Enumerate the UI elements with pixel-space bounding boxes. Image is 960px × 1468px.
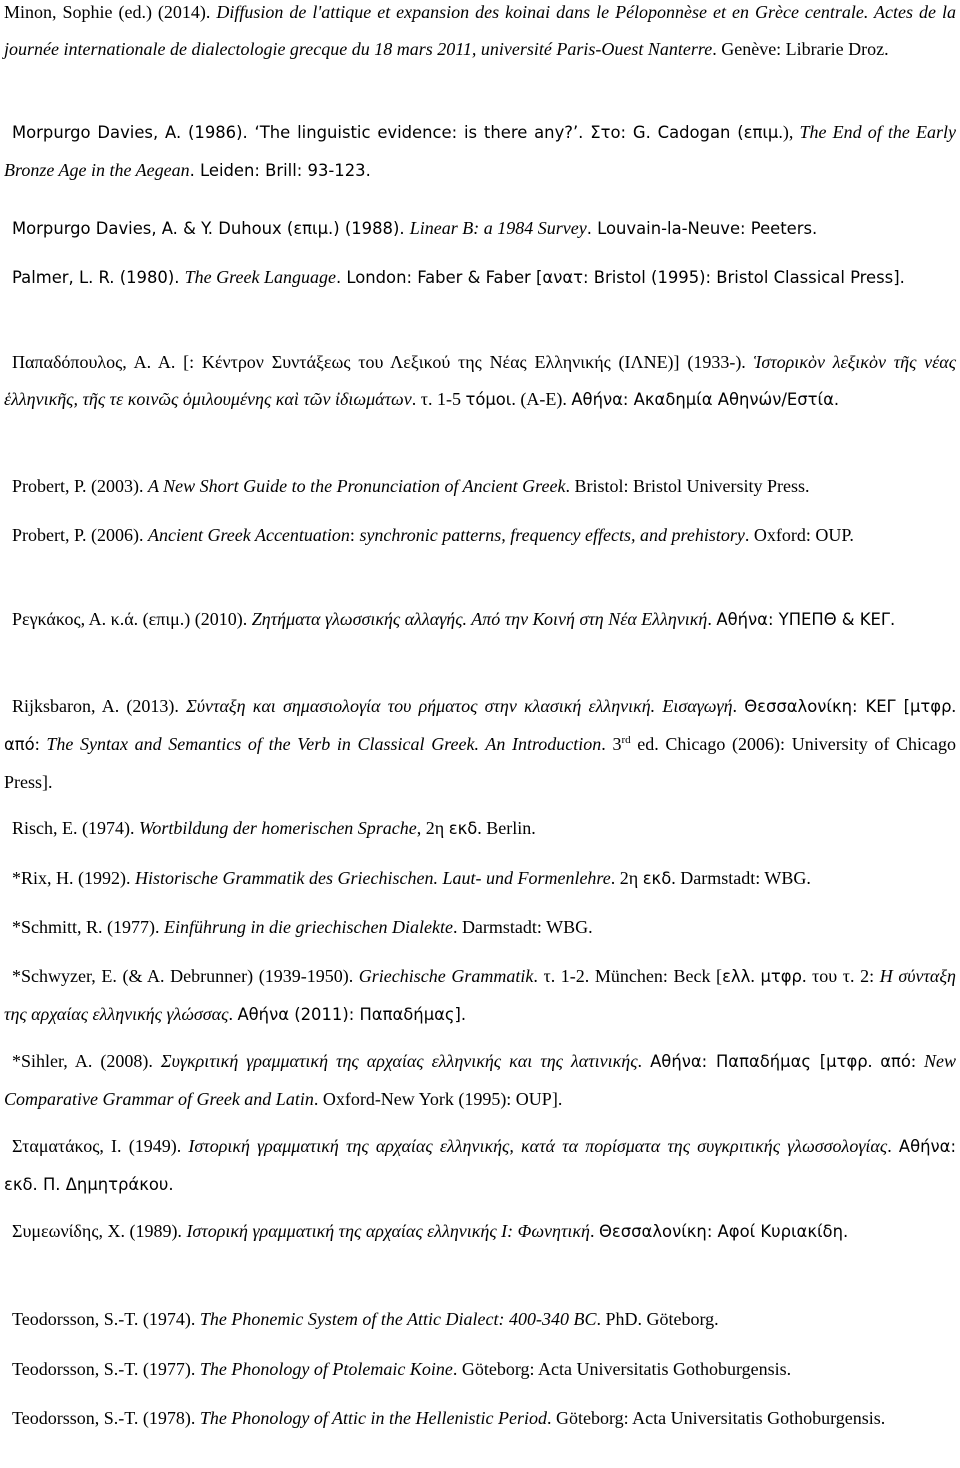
entry-text: . Louvain-la-Neuve: Peeters. bbox=[586, 219, 818, 238]
entry-text: Στο bbox=[590, 123, 621, 142]
entry-text: . 3 bbox=[601, 733, 622, 754]
entry-text: . Oxford: OUP. bbox=[744, 525, 854, 545]
entry-text: . bbox=[590, 1221, 599, 1241]
entry-title-italic: The Greek Language bbox=[184, 267, 336, 287]
entry-text: Morpurgo Davies, A. & Y. Duhoux (επιμ.) (1988). bbox=[12, 219, 410, 238]
entry-text: . London: Faber & Faber [ανατ: Bristol (1995): Bristol Classical Press]. bbox=[335, 268, 905, 287]
entry-text: . bbox=[867, 1051, 881, 1071]
entry-text: Σταματάκος, Ι. (1949). bbox=[12, 1136, 189, 1156]
entry-text: Teodorsson, S.-T. (1978). bbox=[12, 1408, 200, 1428]
bibliography-entry bbox=[4, 958, 956, 1034]
entry-text: . PhD. Göteborg. bbox=[596, 1309, 719, 1329]
bibliography-entry bbox=[4, 114, 956, 190]
entry-text: από bbox=[4, 734, 35, 754]
entry-text: . bbox=[732, 696, 745, 716]
bibliography-entry bbox=[4, 1400, 956, 1437]
entry-text: Θεσσαλονίκη: Αφοί Κυριακίδη. bbox=[599, 1222, 849, 1241]
entry-text: .), bbox=[778, 122, 800, 142]
entry-text: Αθήνα (2011): Παπαδήμας]. bbox=[237, 1004, 467, 1024]
entry-text: . bbox=[951, 696, 956, 716]
entry-title-italic: Συγκριτική γραμματική της αρχαίας ελληνικής και της λατινικής bbox=[160, 1051, 638, 1071]
entry-text: *Sihler, A. (2008). bbox=[12, 1051, 161, 1071]
entry-title-italic: Einführung in die griechischen Dialekte bbox=[164, 917, 453, 937]
entry-text: Rijksbaron, A. (2013). bbox=[12, 696, 187, 716]
entry-text: εκδ bbox=[448, 819, 478, 838]
entry-title-italic: Linear B: a 1984 Survey bbox=[409, 218, 587, 238]
entry-text: ελλ bbox=[722, 967, 751, 986]
entry-text: . Genève: Librarie Droz. bbox=[712, 38, 889, 59]
bibliography-entry bbox=[4, 909, 956, 946]
entry-text: Minon, Sophie (ed.) (2014). bbox=[4, 2, 217, 22]
entry-text: Αθήνα: Παπαδήμας [ bbox=[650, 1052, 827, 1071]
bibliography-entry bbox=[4, 688, 956, 800]
entry-text: Ρεγκάκος, Α. κ.ά. (επιμ.) (2010). bbox=[12, 609, 252, 629]
entry-text: . bbox=[750, 966, 761, 986]
entry-text: . bbox=[887, 1136, 899, 1156]
entry-text: . Berlin. bbox=[477, 818, 536, 838]
entry-text: ed. Chicago (2006): University of Chicago Press]. bbox=[4, 733, 956, 792]
bibliography-entry bbox=[4, 1043, 956, 1118]
entry-text: μτφρ bbox=[909, 697, 952, 716]
entry-text: . Leiden: Brill: 93-123. bbox=[189, 160, 371, 180]
entry-text: μτφρ bbox=[760, 967, 802, 986]
entry-text: : G. Cadogan ( bbox=[620, 123, 744, 142]
entry-text: Risch, E. (1974). bbox=[12, 818, 139, 838]
entry-text: . Darmstadt: WBG. bbox=[671, 868, 811, 888]
entry-title-italic: Ιστορική γραμματική της αρχαίας ελληνικής, κατά τα πορίσματα της συγκριτικής γλωσσολογίας bbox=[188, 1136, 888, 1156]
entry-text: Θεσσαλονίκη: ΚΕΓ [ bbox=[744, 697, 910, 716]
bibliography-entry bbox=[4, 468, 956, 505]
bibliography-entry bbox=[4, 517, 956, 554]
entry-text: *Schwyzer, E. (& A. Debrunner) (1939-1950). bbox=[12, 966, 359, 986]
bibliography-entry bbox=[4, 601, 956, 639]
entry-title-italic: The Phonemic System of the Attic Dialect: 400-340 BC bbox=[199, 1309, 597, 1329]
entry-title-italic: Diffusion de l'attique et expansion des koinai dans le Péloponnèse et en Grèce centrale. Actes de la journée internationale de dialectologie grecque du 18 mars 2011, université Paris-Ouest Nanterre bbox=[4, 2, 956, 59]
entry-text: . Bristol: Bristol University Press. bbox=[565, 476, 810, 496]
entry-text: , 2η bbox=[416, 818, 449, 838]
entry-title-italic: Griechische Grammatik bbox=[358, 966, 534, 986]
entry-title-italic: Ιστορική γραμματική της αρχαίας ελληνικής Ι: Φωνητική bbox=[186, 1221, 590, 1241]
bibliography-entry bbox=[4, 0, 956, 68]
entry-text: επιμ bbox=[743, 123, 779, 142]
bibliography-entry bbox=[4, 1128, 956, 1204]
entry-text: Teodorsson, S.-T. (1974). bbox=[12, 1309, 200, 1329]
bibliography-entry bbox=[4, 1301, 956, 1338]
entry-title-italic: Historische Grammatik des Griechischen. Laut- und Formenlehre bbox=[135, 868, 611, 888]
entry-text: Morpurgo Davies, A. (1986). ‘The linguistic evidence: is there any?’. bbox=[12, 123, 591, 142]
entry-title-italic: Σύνταξη και σημασιολογία του ρήματος στην κλασική ελληνική. Εισαγωγή bbox=[186, 696, 733, 716]
entry-text: . Darmstadt: WBG. bbox=[452, 917, 593, 937]
entry-text: Αθήνα: εκδ. Π. Δημητράκου. bbox=[4, 1137, 956, 1194]
bibliography-entry bbox=[4, 810, 956, 848]
entry-title-italic: Wortbildung der homerischen Sprache bbox=[138, 818, 417, 838]
entry-text: . Göteborg: Acta Universitatis Gothoburgensis. bbox=[452, 1359, 792, 1379]
entry-title-italic: Ἱστορικὸν λεξικὸν τῆς νέας ἑλληνικῆς, τῆς τε κοινῶς ὁμιλουμένης καὶ τῶν ἰδιωμάτων bbox=[4, 352, 956, 409]
entry-title-italic: The Phonology of Ptolemaic Koine bbox=[199, 1359, 453, 1379]
bibliography-entry bbox=[4, 344, 956, 419]
entry-text: Αθήνα: ΥΠΕΠΘ & ΚΕΓ. bbox=[716, 610, 896, 629]
entry-text: Palmer, L. R. (1980). bbox=[12, 268, 185, 287]
entry-text: Teodorsson, S.-T. (1977). bbox=[12, 1359, 200, 1379]
entry-text: από bbox=[880, 1052, 911, 1071]
entry-text: εκδ bbox=[642, 869, 672, 888]
entry-title-italic: The Syntax and Semantics of the Verb in Classical Greek. An Introduction bbox=[46, 733, 602, 754]
bibliography-entry bbox=[4, 259, 956, 297]
bibliography-entry bbox=[4, 210, 956, 248]
bibliography-entry bbox=[4, 1213, 956, 1251]
entry-text: . (Α-Ε). bbox=[511, 388, 572, 409]
entry-text: . bbox=[707, 609, 717, 629]
entry-text: μτφρ bbox=[826, 1052, 868, 1071]
entry-title-italic: synchronic patterns, frequency effects, and prehistory bbox=[359, 525, 745, 545]
entry-title-italic: Ζητήματα γλωσσικής αλλαγής. Από την Κοινή στη Νέα Ελληνική bbox=[251, 609, 708, 629]
entry-title-italic: The End of the Early Bronze Age in the Aegean bbox=[4, 122, 956, 180]
entry-text: . Oxford-New York (1995): OUP]. bbox=[313, 1088, 563, 1109]
superscript: rd bbox=[621, 733, 631, 746]
entry-text: Παπαδόπουλος, Α. Α. [: Κέντρον Συντάξεως του Λεξικού της Νέας Ελληνικής (ΙΛΝΕ)] (1933-). bbox=[12, 352, 754, 372]
entry-text: : bbox=[910, 1051, 924, 1071]
entry-title-italic: New Comparative Grammar of Greek and Latin bbox=[4, 1051, 956, 1109]
entry-text: : bbox=[34, 733, 47, 754]
entry-title-italic: Ancient Greek Accentuation bbox=[148, 525, 350, 545]
entry-text: . Göteborg: Acta Universitatis Gothoburgensis. bbox=[547, 1408, 886, 1428]
entry-text: Probert, P. (2006). bbox=[12, 525, 148, 545]
entry-title-italic: A New Short Guide to the Pronunciation of Ancient Greek bbox=[148, 476, 566, 496]
entry-text: *Rix, H. (1992). bbox=[12, 868, 135, 888]
entry-text: . τ. 1-5 bbox=[411, 388, 466, 409]
bibliography-entry bbox=[4, 1351, 956, 1388]
entry-text: . 2η bbox=[610, 868, 643, 888]
entry-text: : bbox=[349, 525, 360, 545]
entry-text: Probert, P. (2003). bbox=[12, 476, 148, 496]
entry-text: . bbox=[637, 1051, 651, 1071]
entry-text: . του τ. 2: bbox=[801, 966, 880, 986]
entry-title-italic: Η σύνταξη της αρχαίας ελληνικής γλώσσας bbox=[4, 966, 956, 1024]
entry-text: Αθήνα: Ακαδημία Αθηνών/Εστία. bbox=[571, 389, 840, 409]
entry-text: *Schmitt, R. (1977). bbox=[12, 917, 164, 937]
entry-text: . bbox=[228, 1003, 238, 1024]
bibliography-entry bbox=[4, 860, 956, 898]
entry-text: . τ. 1-2. München: Beck [ bbox=[533, 966, 723, 986]
entry-text: τόμοι bbox=[465, 389, 512, 409]
entry-text: Συμεωνίδης, Χ. (1989). bbox=[12, 1221, 187, 1241]
entry-title-italic: The Phonology of Attic in the Hellenistic Period bbox=[199, 1408, 547, 1428]
